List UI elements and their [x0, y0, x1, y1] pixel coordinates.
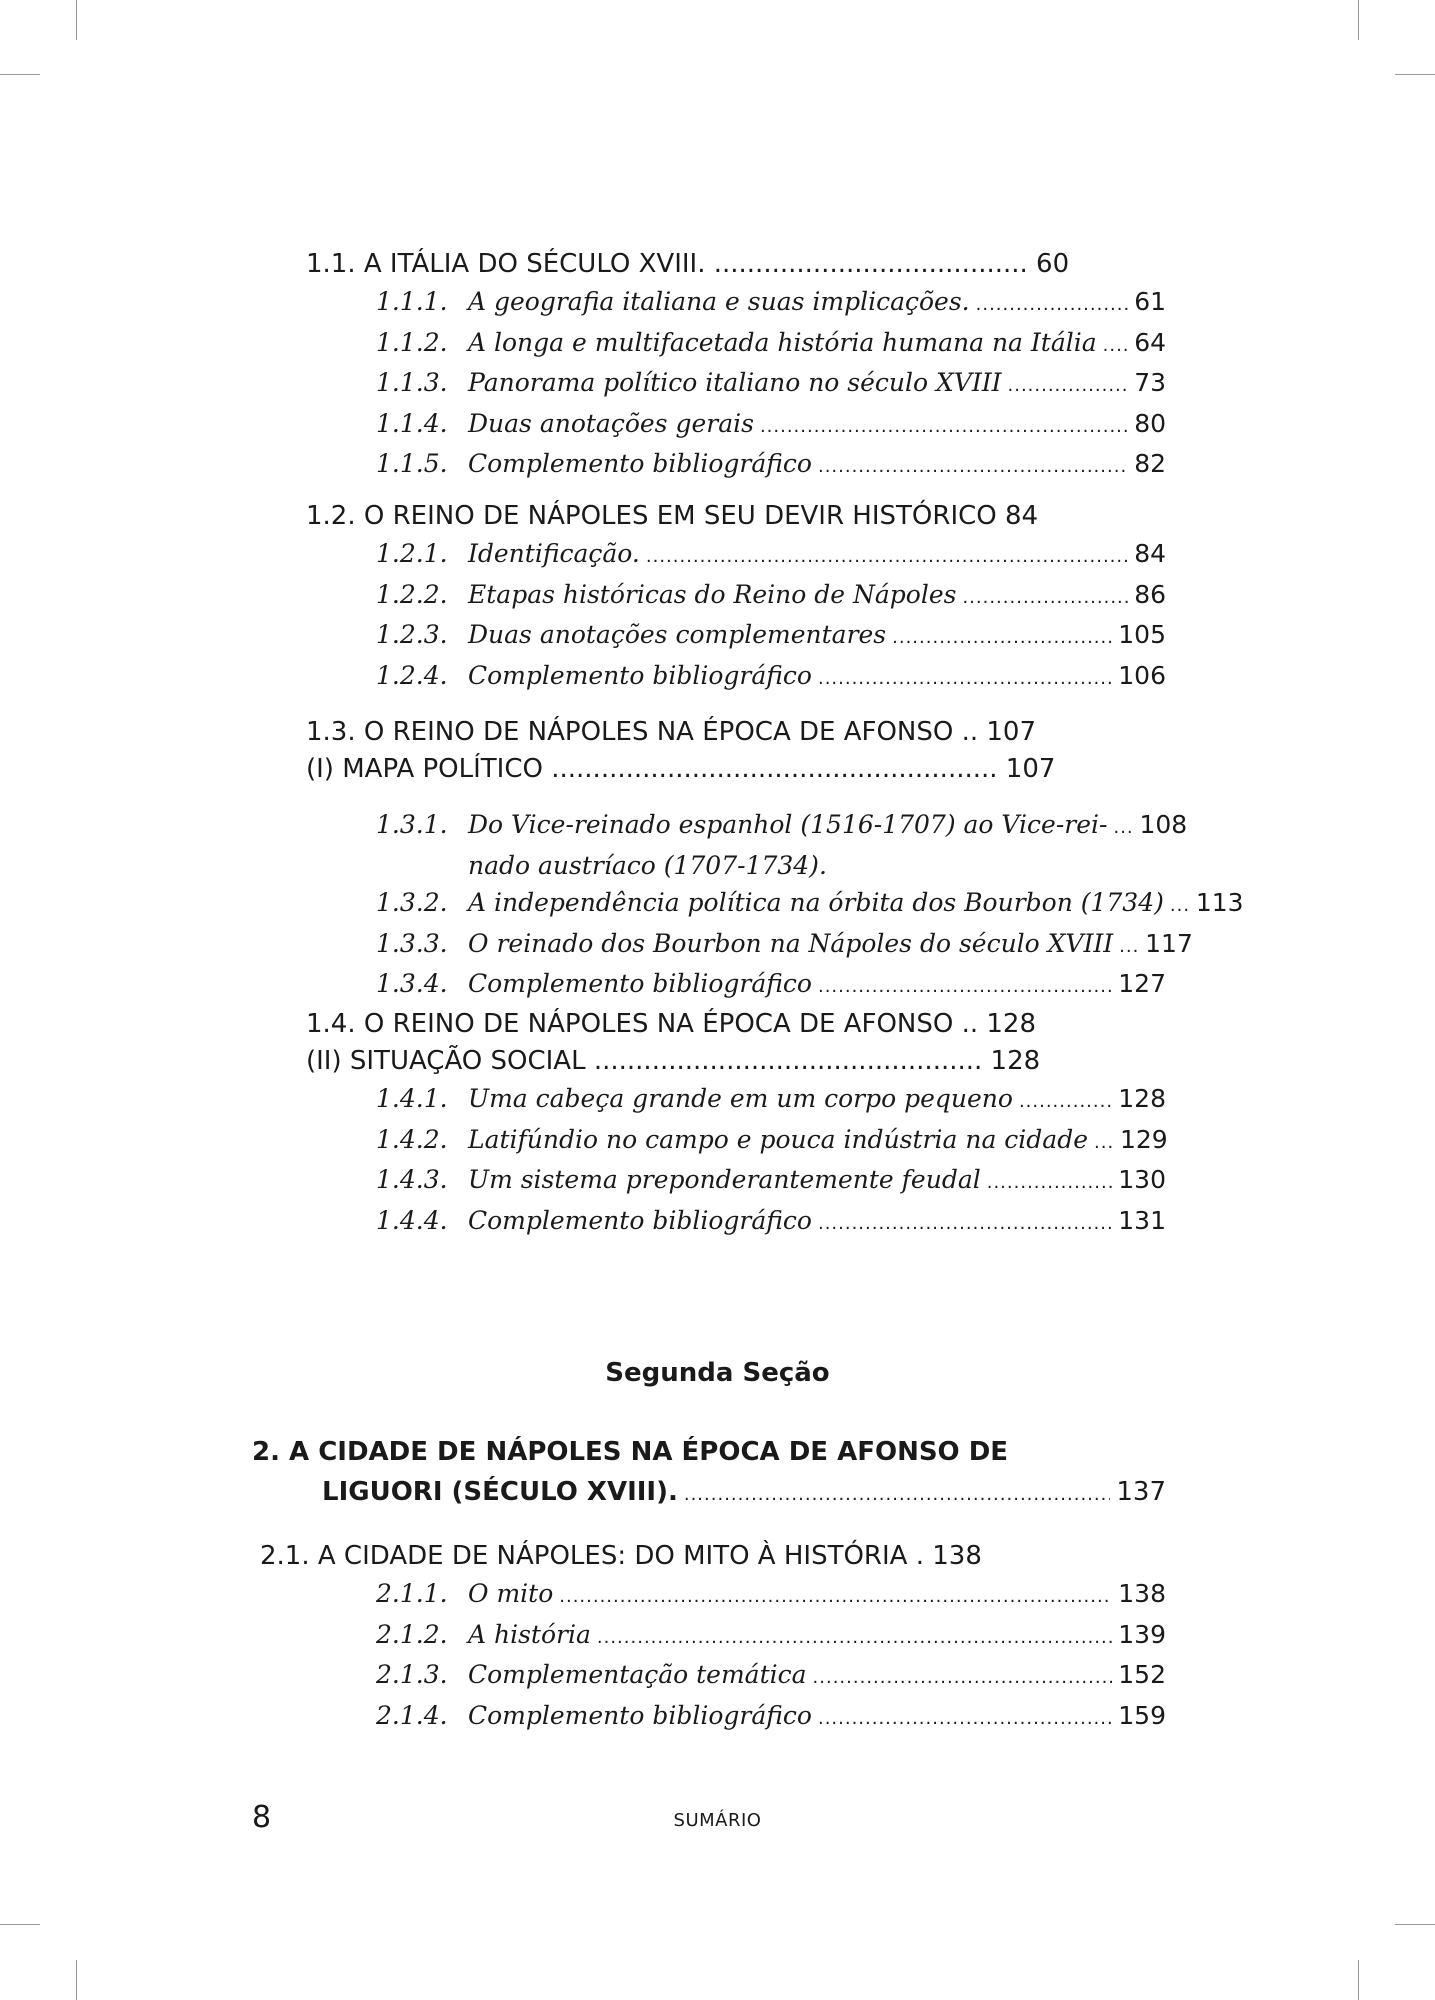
toc-section-1-2	[306, 498, 1166, 697]
page-number: 8	[252, 1800, 272, 1835]
toc-entry: 1.1.3. Panorama político italiano no século XVIII ..... 73	[306, 364, 1166, 405]
crop-mark	[76, 0, 77, 40]
toc-entry: 1.2.2. Etapas históricas do Reino de Nápoles ..... 86	[306, 576, 1166, 617]
toc-section-2-1	[260, 1538, 1166, 1737]
toc-entry: 1.1.5. Complemento bibliográfico ..... 82	[306, 445, 1166, 486]
toc-entry: 1.4.1. Uma cabeça grande em um corpo pequeno ..... 128	[306, 1080, 1166, 1121]
crop-mark	[1358, 0, 1359, 40]
chapter-title-line2: LIGUORI (SÉCULO XVIII). ..... 137	[252, 1472, 1166, 1515]
toc-section-1-3	[306, 714, 1244, 1006]
crop-mark	[1358, 1960, 1359, 2000]
toc-entry-continued: nado austríaco (1707-1734).	[468, 850, 827, 880]
crop-mark	[76, 1960, 77, 2000]
section-heading: 1.4. O REINO DE NÁPOLES NA ÉPOCA DE AFONSO .. 128	[306, 1009, 1037, 1039]
chapter-title-line1: 2. A CIDADE DE NÁPOLES NA ÉPOCA DE AFONSO DE	[252, 1437, 1009, 1467]
section-heading-continued: (II) SITUAÇÃO SOCIAL ............................................... 128	[306, 1046, 1041, 1076]
toc-entry: 2.1.2. A história ..... 139	[260, 1616, 1166, 1657]
toc-entry: 1.1.4. Duas anotações gerais ..... 80	[306, 405, 1166, 446]
toc-entry: 1.1.2. A longa e multifacetada história humana na Itália ..... 64	[306, 324, 1166, 365]
section-heading: 1.1. A ITÁLIA DO SÉCULO XVIII. ...................................... 60	[306, 249, 1070, 279]
toc-entry: 1.3.4. Complemento bibliográfico ..... 127	[306, 965, 1166, 1006]
crop-mark	[0, 1924, 40, 1925]
running-footer: SUMÁRIO	[673, 1810, 762, 1831]
crop-mark	[1395, 74, 1435, 75]
crop-mark	[0, 74, 40, 75]
section-heading: 2.1. A CIDADE DE NÁPOLES: DO MITO À HISTÓRIA . 138	[260, 1541, 982, 1571]
toc-entry: 1.4.2. Latifúndio no campo e pouca indústria na cidade ..... 129	[306, 1121, 1166, 1162]
toc-entry: 2.1.4. Complemento bibliográfico ..... 159	[260, 1697, 1166, 1738]
toc-entry: 1.3.1. Do Vice-reinado espanhol (1516-1707) ao Vice-rei- ..... 108	[306, 806, 1166, 847]
toc-entry: 2.1.1. O mito ..... 138	[260, 1575, 1166, 1616]
toc-entry: 1.1.1. A geografia italiana e suas implicações. ..... 61	[306, 283, 1166, 324]
chapter-heading	[252, 1432, 1166, 1515]
toc-entry: 1.2.1. Identificação. ..... 84	[306, 535, 1166, 576]
crop-mark	[1395, 1924, 1435, 1925]
section-heading: 1.3. O REINO DE NÁPOLES NA ÉPOCA DE AFONSO .. 107	[306, 717, 1037, 747]
toc-section-1-4	[306, 1006, 1166, 1242]
toc-section-1-1	[306, 246, 1166, 486]
toc-entry: 1.2.4. Complemento bibliográfico ..... 106	[306, 657, 1166, 698]
section-heading: 1.2. O REINO DE NÁPOLES EM SEU DEVIR HISTÓRICO 84	[306, 501, 1039, 531]
section-heading-continued: (I) MAPA POLÍTICO ...................................................... 107	[306, 754, 1056, 784]
toc-entry: 1.4.4. Complemento bibliográfico ..... 131	[306, 1202, 1166, 1243]
toc-entry: 2.1.3. Complementação temática ..... 152	[260, 1656, 1166, 1697]
second-section-heading: Segunda Seção	[605, 1358, 830, 1388]
toc-entry: 1.4.3. Um sistema preponderantemente feudal ..... 130	[306, 1161, 1166, 1202]
toc-entry: 1.2.3. Duas anotações complementares ..... 105	[306, 616, 1166, 657]
toc-entry: 1.3.3. O reinado dos Bourbon na Nápoles do século XVIII ..... 117	[306, 925, 1166, 966]
toc-entry: 1.3.2. A independência política na órbita dos Bourbon (1734) ..... 113	[306, 884, 1166, 925]
